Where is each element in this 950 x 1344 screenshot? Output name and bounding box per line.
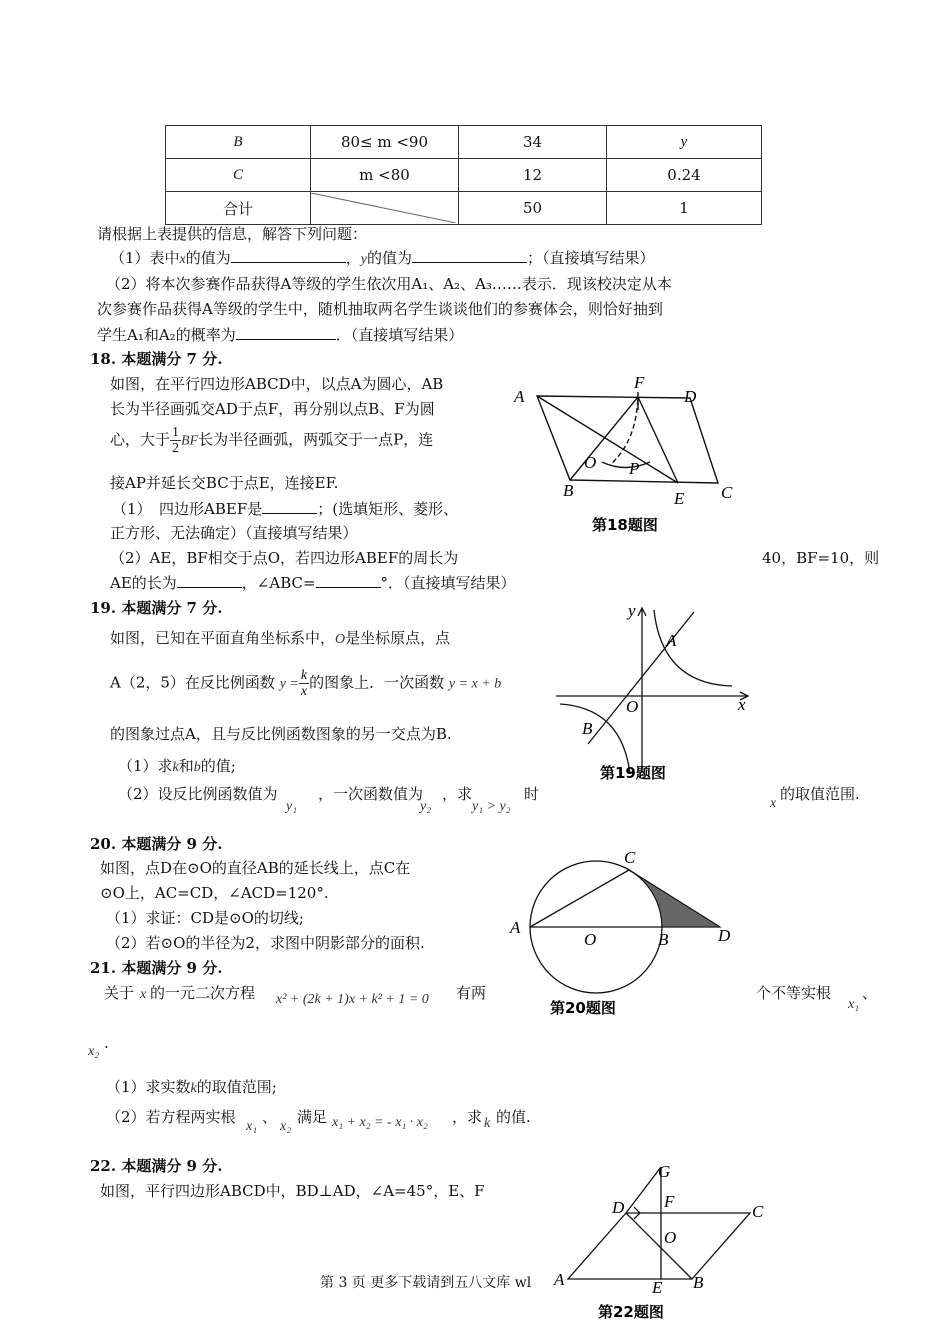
- text: 时: [524, 785, 540, 803]
- var-k: k: [484, 1116, 491, 1131]
- arc-p: [602, 462, 650, 468]
- page-footer: 第 3 页 更多下载请到五八文库 wl: [320, 1275, 532, 1291]
- text: ，: [345, 249, 361, 267]
- text: ，求: [442, 785, 473, 803]
- var-y2: y₂: [420, 799, 432, 814]
- text: 的值;: [200, 757, 236, 775]
- answer-blank[interactable]: [231, 246, 346, 263]
- numerator: 1: [172, 425, 180, 440]
- q20-part1: （1）求证：CD是⊙O的切线;: [106, 909, 304, 927]
- var-x1: x₁: [246, 1119, 258, 1134]
- q21-heading: 21. 本题满分 9 分.: [90, 959, 223, 977]
- q21-part1: [106, 1076, 277, 1097]
- q18-part2: （2）AE，BF相交于点O，若四边形ABEF的周长为: [110, 549, 459, 567]
- label-o: O: [584, 453, 597, 472]
- q20-line1: 如图，点D在⊙O的直径AB的延长线上，点C在: [100, 859, 411, 877]
- fraction: [170, 425, 181, 456]
- label-a: A: [514, 387, 525, 406]
- q17-intro: 请根据上表提供的信息，解答下列问题：: [97, 225, 368, 243]
- q17-part2-line3: [97, 323, 463, 345]
- table-cell: y: [607, 126, 762, 159]
- text: ；（直接填写结果）: [527, 249, 655, 267]
- var-o: O: [335, 632, 346, 647]
- var-k: k: [190, 1081, 197, 1096]
- label-f: F: [664, 1192, 675, 1211]
- text: ，一次函数值为: [318, 785, 424, 803]
- text: 和: [178, 757, 194, 775]
- text: ．（直接填写结果）: [335, 326, 464, 344]
- answer-blank[interactable]: [262, 497, 317, 514]
- figure-18-caption: 第18题图: [592, 516, 658, 534]
- linear-graph: [588, 612, 694, 744]
- label-e: E: [652, 1278, 663, 1297]
- q20-heading: 20. 本题满分 9 分.: [90, 835, 223, 853]
- line-ae: [537, 396, 678, 483]
- function-lhs: y =: [279, 676, 299, 692]
- var-x: x: [770, 796, 777, 811]
- table-row: [166, 126, 762, 159]
- q17-part2-line1: （2）将本次参赛作品获得A等级的学生依次用A₁、A₂、A₃……表示．现该校决定从本: [106, 275, 672, 293]
- table-cell-diagonal: [311, 192, 459, 225]
- label-d: D: [612, 1198, 625, 1217]
- label-e: E: [674, 489, 685, 508]
- label-c: C: [624, 848, 636, 867]
- q18-heading: 18. 本题满分 7 分.: [90, 350, 223, 368]
- text: 的取值范围;: [196, 1078, 277, 1096]
- label-x: x: [738, 695, 746, 714]
- grade-table: [165, 125, 762, 225]
- table-cell: C: [166, 159, 311, 192]
- text: 的值.: [496, 1108, 531, 1126]
- q19-line2: [110, 668, 501, 699]
- label-a: A: [554, 1270, 565, 1289]
- line-ac: [530, 870, 629, 927]
- figure-22: [548, 1155, 778, 1325]
- figure-19: [552, 598, 757, 786]
- q18-line1: 如图，在平行四边形ABCD中，以点A为圆心，AB: [110, 375, 444, 393]
- label-b: B: [582, 719, 593, 738]
- condition: x₁ + x₂ = - x₁ · x₂: [332, 1115, 428, 1130]
- figure-18: [510, 370, 750, 540]
- linear-function: y = x + b: [448, 676, 502, 692]
- text: 如图，已知在平面直角坐标系中，: [110, 629, 336, 647]
- text: BF: [181, 433, 199, 449]
- table-cell: 34: [459, 126, 607, 159]
- table-cell: 1: [607, 192, 762, 225]
- table-cell: 80≤ m <90: [311, 126, 459, 159]
- text: 的值为: [185, 249, 231, 267]
- text: 心，大于: [110, 430, 171, 449]
- var-k: k: [172, 760, 179, 775]
- text: 关于: [104, 984, 135, 1002]
- table-row: [166, 192, 762, 225]
- var-x2: x₂: [280, 1119, 292, 1134]
- answer-blank[interactable]: [412, 246, 527, 263]
- label-o: O: [584, 930, 597, 949]
- text: 个不等实根: [756, 984, 832, 1002]
- condition: y₁ > y₂: [472, 799, 511, 814]
- text: （1）求: [118, 757, 173, 775]
- shaded-region: [629, 870, 720, 927]
- q17-part1: [110, 246, 655, 268]
- var-x: x: [179, 252, 186, 267]
- q19-heading: 19. 本题满分 7 分.: [90, 599, 223, 617]
- q17-part2-line2: 次参赛作品获得A等级的学生中，随机抽取两名学生谈谈他们的参赛体会，则恰好抽到: [97, 300, 663, 318]
- q18-line3: [110, 425, 433, 456]
- q21-part2: （2）若方程两实根: [106, 1108, 236, 1126]
- label-d: D: [684, 387, 697, 406]
- text: 学生A₁和A₂的概率为: [97, 326, 236, 344]
- text: （2）设反比例函数值为: [118, 785, 278, 803]
- label-d: D: [718, 926, 731, 945]
- text: （1）求实数: [106, 1078, 191, 1096]
- figure-19-caption: 第19题图: [600, 764, 666, 782]
- figure-22-caption: 第22题图: [598, 1303, 664, 1321]
- numerator: k: [300, 668, 308, 683]
- diagonal-line: [311, 193, 456, 223]
- table-cell: 12: [459, 159, 607, 192]
- figure-20-caption: 第20题图: [550, 999, 616, 1017]
- q18-part1-cont: 正方形、无法确定）（直接填写结果）: [110, 524, 358, 542]
- table-row: [166, 159, 762, 192]
- table-cell: B: [166, 126, 311, 159]
- q20-part2: （2）若⊙O的半径为2，求图中阴影部分的面积.: [106, 934, 425, 952]
- var-x2: x₂: [88, 1044, 100, 1059]
- q21-line1: [104, 982, 134, 1003]
- var-x1: x₁: [848, 997, 860, 1012]
- q18-line4: 接AP并延长交BC于点E，连接EF.: [110, 474, 339, 492]
- answer-blank[interactable]: [236, 323, 336, 340]
- label-o: O: [664, 1228, 677, 1247]
- label-b: B: [693, 1273, 704, 1292]
- q18-part2-cont: 40，BF=10，则: [762, 549, 880, 567]
- q18-part2-line2: [110, 571, 516, 593]
- label-g: G: [658, 1162, 671, 1181]
- line-dg: [626, 1167, 661, 1213]
- text: ，求: [452, 1108, 483, 1126]
- text: AE的长为: [110, 574, 177, 592]
- q18-line2: 长为半径画弧交AD于点F，再分别以点B、F为圆: [110, 400, 435, 418]
- text: 长为半径画弧，两弧交于一点P，连: [198, 430, 434, 449]
- table-cell: 合计: [166, 192, 311, 225]
- text: （1） 四边形ABEF是: [112, 500, 263, 518]
- q20-line2: ⊙O上，AC=CD，∠ACD=120°.: [100, 884, 329, 902]
- text: 满足: [297, 1108, 328, 1126]
- q19-part1: [118, 755, 236, 776]
- label-b: B: [658, 930, 669, 949]
- text: 的图象上．一次函数: [309, 673, 445, 692]
- line-bd: [626, 1213, 692, 1279]
- figure-20: [508, 845, 748, 1020]
- text: 的一元二次方程: [150, 984, 256, 1002]
- label-p: P: [629, 459, 640, 478]
- answer-blank[interactable]: [177, 571, 242, 588]
- text: 、: [862, 984, 878, 1002]
- var-y: y: [360, 252, 368, 267]
- var-b: b: [193, 760, 201, 775]
- text: 、: [262, 1108, 278, 1126]
- label-f: F: [634, 373, 645, 392]
- text: 的值为: [367, 249, 413, 267]
- answer-blank[interactable]: [316, 571, 381, 588]
- label-b: B: [563, 481, 574, 500]
- q19-part2: [118, 783, 278, 804]
- table-cell: 0.24: [607, 159, 762, 192]
- q22-line1: 如图，平行四边形ABCD中，BD⊥AD，∠A=45°，E、F: [100, 1182, 485, 1200]
- label-c: C: [752, 1202, 764, 1221]
- q19-line1: [110, 627, 450, 648]
- text: .: [104, 1034, 109, 1052]
- var-x: x: [140, 987, 147, 1002]
- var-y1: y₁: [286, 799, 298, 814]
- q22-heading: 22. 本题满分 9 分.: [90, 1157, 223, 1175]
- q18-part1: [112, 497, 458, 519]
- text: °．（直接填写结果）: [380, 574, 516, 592]
- equation: x² + (2k + 1)x + k² + 1 = 0: [276, 992, 429, 1007]
- denominator: 2: [172, 441, 180, 456]
- q19-line3: 的图象过点A，且与反比例函数图象的另一交点为B.: [110, 725, 452, 743]
- text: ；(选填矩形、菱形、: [317, 500, 459, 518]
- text: 是坐标原点，点: [345, 629, 451, 647]
- text: ，∠ABC=: [241, 574, 316, 592]
- label-a: A: [510, 918, 521, 937]
- text: A（2，5）在反比例函数: [110, 673, 275, 692]
- denominator: x: [300, 684, 308, 699]
- text: 有两: [456, 984, 487, 1002]
- table-cell: 50: [459, 192, 607, 225]
- label-o: O: [626, 697, 639, 716]
- text: 的取值范围.: [780, 785, 860, 803]
- text: （1）表中: [110, 249, 180, 267]
- label-y: y: [628, 601, 636, 620]
- label-a: A: [666, 631, 677, 650]
- label-c: C: [721, 483, 733, 502]
- fraction: [299, 668, 309, 699]
- table-cell: m <80: [311, 159, 459, 192]
